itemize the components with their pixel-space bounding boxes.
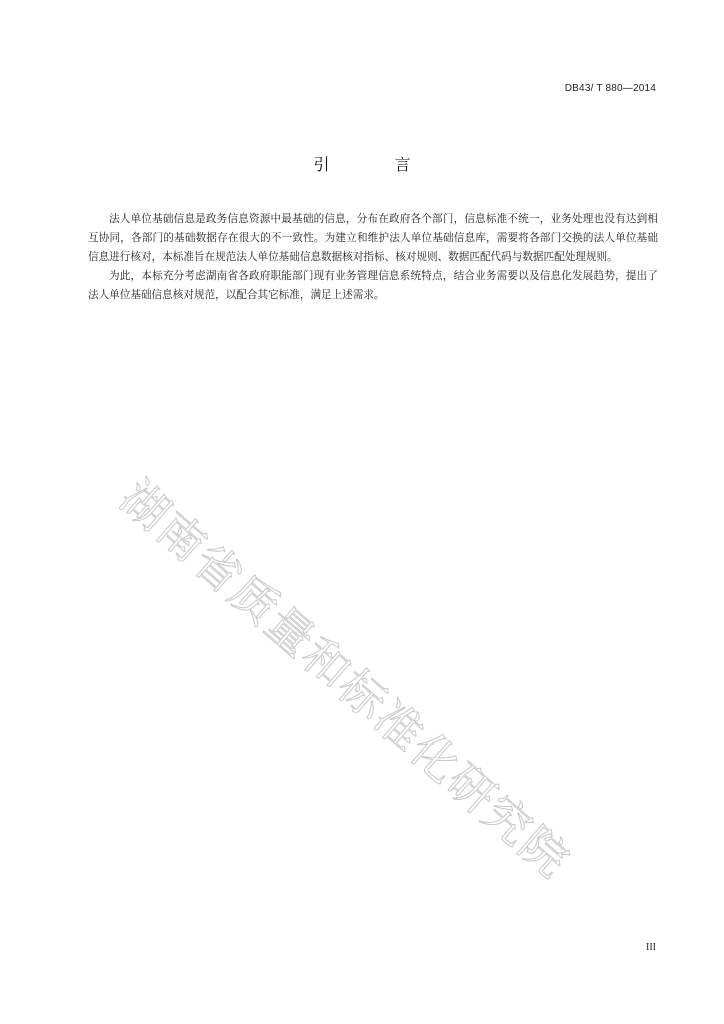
- paragraph-1: 法人单位基础信息是政务信息资源中最基础的信息，分布在政府各个部门，信息标准不统一，业务处理也没有达到相互协同，各部门的基础数据存在很大的不一致性。为建立和维护法人单位基础信息库，需要将各部门交换的法人单位基础信息进行核对，本标准旨在规范法人单位基础信息数据核对指标、核对规则、数据匹配代码与数据匹配处理规则。: [88, 213, 658, 263]
- page-number: III: [646, 942, 656, 953]
- section-title: 引 言: [313, 155, 441, 174]
- paragraph-2: 为此，本标充分考虑湖南省各政府职能部门现有业务管理信息系统特点，结合业务需要以及信息化发展趋势，提出了法人单位基础信息核对规范，以配合其它标准，满足上述需求。: [88, 270, 658, 301]
- document-code: DB43/ T 880—2014: [564, 83, 656, 94]
- watermark: 湖南省质量和标准化研究院: [110, 469, 581, 889]
- body-text: [88, 210, 658, 305]
